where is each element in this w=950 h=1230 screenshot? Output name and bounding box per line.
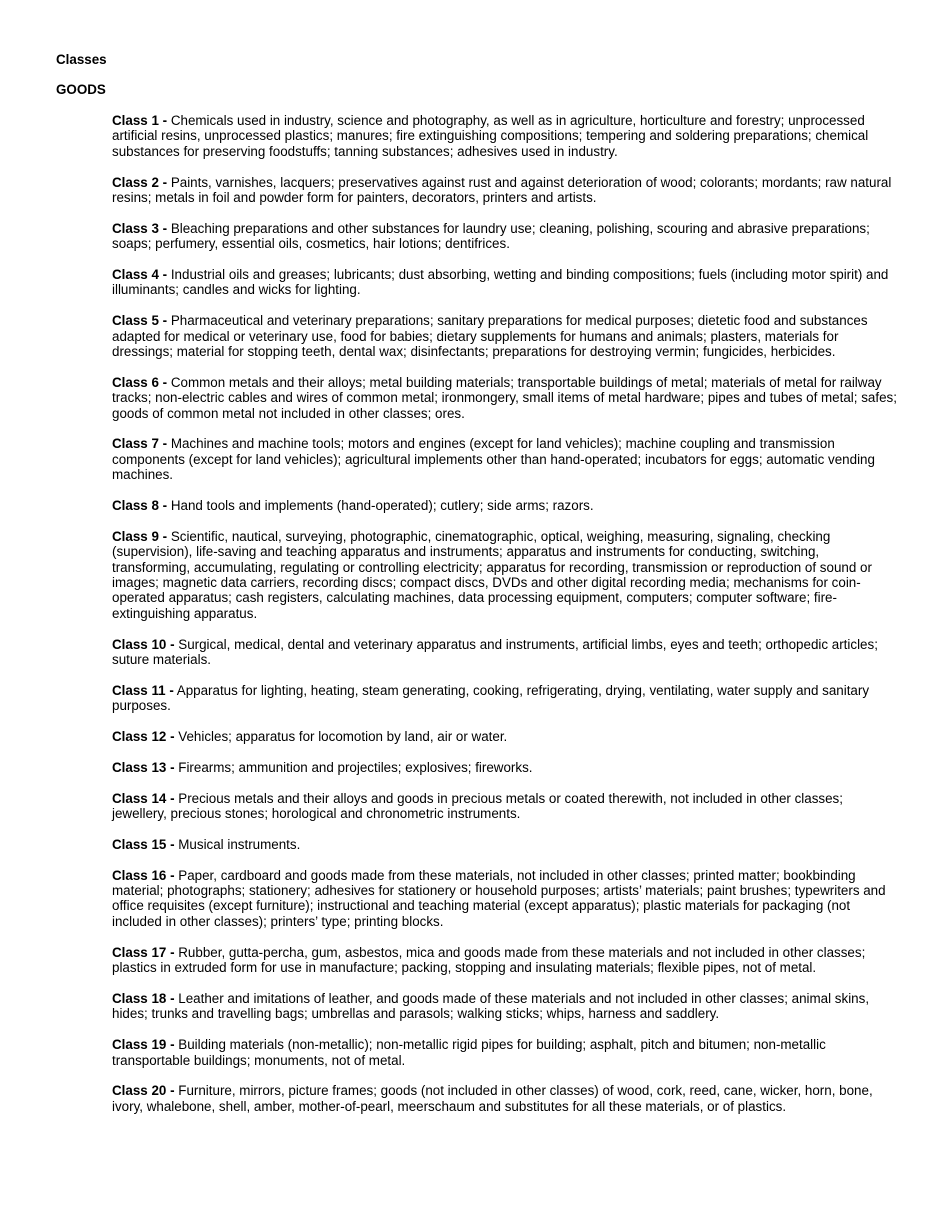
class-label: Class 10 - <box>112 636 175 652</box>
class-description: Machines and machine tools; motors and engines (except for land vehicles); machine coupling and transmission components (except for land vehicles); agricultural implements other than hand-operated; incubators for eggs; automatic vending machines. <box>112 436 875 483</box>
class-description: Surgical, medical, dental and veterinary apparatus and instruments, artificial limbs, eyes and teeth; orthopedic articles; suture materials. <box>112 636 878 668</box>
class-description: Common metals and their alloys; metal building materials; transportable buildings of metal; materials of metal for railway tracks; non-electric cables and wires of common metal; ironmongery, small items of metal hardware; pipes and tubes of metal; safes; goods of common metal not included in other classes; ores. <box>112 374 897 421</box>
class-description: Scientific, nautical, surveying, photographic, cinematographic, optical, weighing, measuring, signaling, checking (supervision), life-saving and teaching apparatus and instruments; apparatus and instruments for conducting, switching, transforming, accumulating, regulating or controlling electricity; apparatus for recording, transmission or reproduction of sound or images; magnetic data carriers, recording discs; compact discs, DVDs and other digital recording media; mechanisms for coin-operated apparatus; cash registers, calculating machines, data processing equipment, computers; computer software; fire-extinguishing apparatus. <box>112 528 872 621</box>
class-label: Class 8 - <box>112 498 168 514</box>
class-description: Pharmaceutical and veterinary preparations; sanitary preparations for medical purposes; dietetic food and substances adapted for medical or veterinary use, food for babies; dietary supplements for humans and animals; plasters, materials for dressings; material for stopping teeth, dental wax; disinfectants; preparations for destroying vermin; fungicides, herbicides. <box>112 313 868 360</box>
class-label: Class 3 - <box>112 220 168 236</box>
class-entry <box>112 683 898 714</box>
class-label: Class 18 - <box>112 990 175 1006</box>
class-description: Apparatus for lighting, heating, steam generating, cooking, refrigerating, drying, ventilating, water supply and sanitary purposes. <box>112 682 870 714</box>
class-entry <box>112 267 898 298</box>
class-label: Class 19 - <box>112 1037 175 1053</box>
class-label: Class 5 - <box>112 313 168 329</box>
class-entry <box>112 760 898 775</box>
class-description: Paints, varnishes, lacquers; preservatives against rust and against deterioration of wood; colorants; mordants; raw natural resins; metals in foil and powder form for painters, decorators, printers and artists. <box>112 174 892 206</box>
class-label: Class 11 - <box>112 682 174 698</box>
class-description: Leather and imitations of leather, and goods made of these materials and not included in other classes; animal skins, hides; trunks and travelling bags; umbrellas and parasols; walking sticks; whips, harness and saddlery. <box>112 990 870 1022</box>
class-description: Rubber, gutta-percha, gum, asbestos, mica and goods made from these materials and not included in other classes; plastics in extruded form for use in manufacture; packing, stopping and insulating materials; flexible pipes, not of metal. <box>112 944 866 976</box>
class-label: Class 4 - <box>112 267 168 283</box>
class-description: Paper, cardboard and goods made from these materials, not included in other classes; printed matter; bookbinding material; photographs; stationery; adhesives for stationery or household purposes; artists’ materials; paint brushes; typewriters and office requisites (except furniture); instructional and teaching material (except apparatus); plastic materials for packaging (not included in other classes); printers’ type; printing blocks. <box>112 867 886 929</box>
class-label: Class 2 - <box>112 174 168 190</box>
class-description: Bleaching preparations and other substances for laundry use; cleaning, polishing, scouring and abrasive preparations; soaps; perfumery, essential oils, cosmetics, hair lotions; dentifrices. <box>112 220 870 252</box>
class-entry <box>112 529 898 621</box>
class-entry <box>112 837 898 852</box>
class-entry <box>112 1037 898 1068</box>
class-label: Class 9 - <box>112 528 168 544</box>
page-title: Classes <box>56 52 107 67</box>
class-description: Industrial oils and greases; lubricants; dust absorbing, wetting and binding compositions; fuels (including motor spirit) and illuminants; candles and wicks for lighting. <box>112 267 889 298</box>
class-entry <box>112 113 898 159</box>
class-entry <box>112 436 898 482</box>
class-label: Class 7 - <box>112 436 168 452</box>
class-label: Class 6 - <box>112 374 168 390</box>
class-entry <box>112 791 898 822</box>
class-description: Hand tools and implements (hand-operated); cutlery; side arms; razors. <box>170 498 594 514</box>
class-description: Precious metals and their alloys and goods in precious metals or coated therewith, not included in other classes; jewellery, precious stones; horological and chronometric instruments. <box>112 790 843 822</box>
class-entry <box>112 991 898 1022</box>
class-entry <box>112 175 898 206</box>
class-label: Class 14 - <box>112 790 175 806</box>
class-description: Building materials (non-metallic); non-metallic rigid pipes for building; asphalt, pitch and bitumen; non-metallic transportable buildings; monuments, not of metal. <box>112 1037 826 1068</box>
class-label: Class 15 - <box>112 836 175 852</box>
class-description: Vehicles; apparatus for locomotion by land, air or water. <box>178 729 508 745</box>
class-description: Chemicals used in industry, science and photography, as well as in agriculture, horticulture and forestry; unprocessed artificial resins, unprocessed plastics; manures; fire extinguishing compositions; tempering and soldering preparations; chemical substances for preserving foodstuffs; tanning substances; adhesives used in industry. <box>112 113 869 159</box>
class-label: Class 16 - <box>112 867 175 883</box>
class-entry <box>112 945 898 976</box>
class-entry <box>112 637 898 668</box>
class-description: Furniture, mirrors, picture frames; goods (not included in other classes) of wood, cork, reed, cane, wicker, horn, bone, ivory, whalebone, shell, amber, mother-of-pearl, meerschaum and substitutes for all these materials, or of plastics. <box>112 1083 873 1114</box>
class-list <box>112 113 898 1114</box>
class-entry <box>112 498 898 513</box>
class-label: Class 20 - <box>112 1083 175 1099</box>
class-entry <box>112 868 898 930</box>
class-label: Class 13 - <box>112 759 175 775</box>
class-label: Class 12 - <box>112 729 175 745</box>
class-label: Class 17 - <box>112 944 175 960</box>
class-description: Firearms; ammunition and projectiles; explosives; fireworks. <box>178 759 533 775</box>
class-entry <box>112 221 898 252</box>
class-description: Musical instruments. <box>178 836 301 852</box>
class-entry <box>112 1083 898 1114</box>
section-heading-goods: GOODS <box>56 82 106 97</box>
class-entry <box>112 729 898 744</box>
class-label: Class 1 - <box>112 113 168 128</box>
class-entry <box>112 313 898 359</box>
class-entry <box>112 375 898 421</box>
